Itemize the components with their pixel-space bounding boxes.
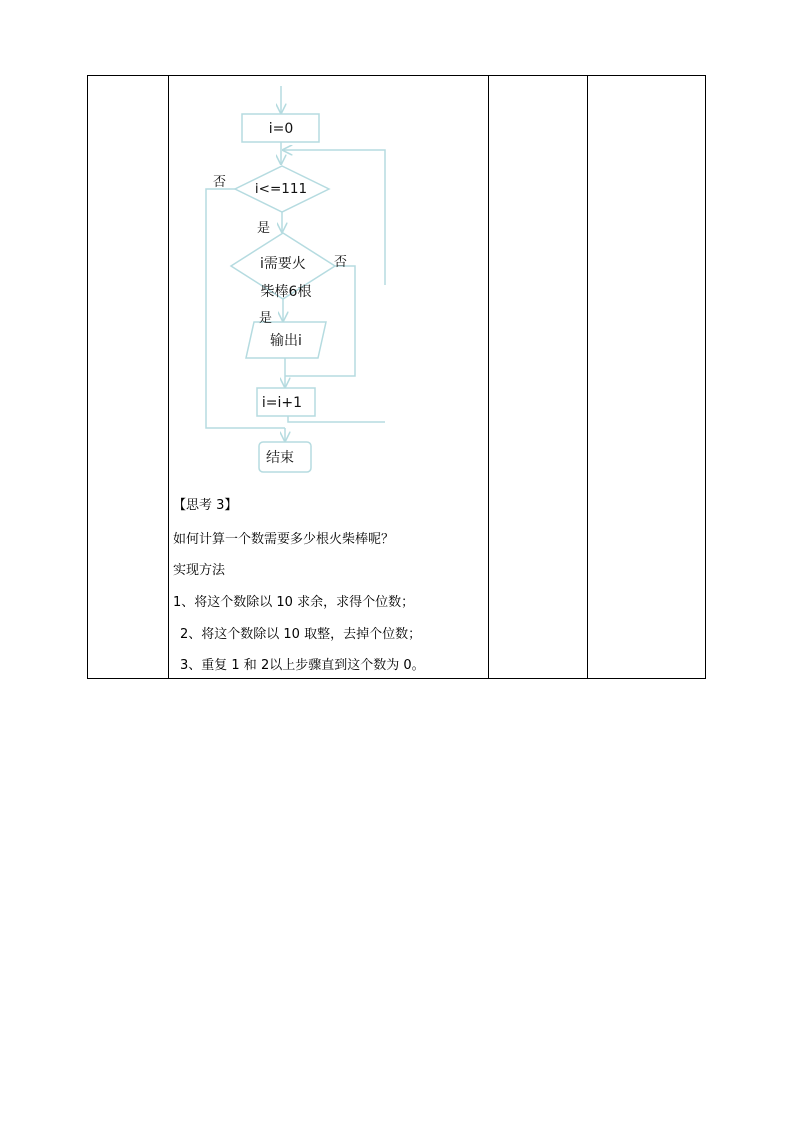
condition-no-label: 否 <box>213 175 227 190</box>
section-heading: 【思考 3】 <box>173 498 238 513</box>
method-title: 实现方法 <box>173 563 226 578</box>
loop-return-line <box>288 416 385 422</box>
decision-label-line1: i需要火 <box>260 256 306 272</box>
init-label: i=0 <box>268 121 294 137</box>
step-2: 2、将这个数除以 10 取整，去掉个位数； <box>180 627 422 642</box>
decision-no-line <box>285 266 355 376</box>
end-label: 结束 <box>266 450 294 466</box>
step-3: 3、重复 1 和 2以上步骤直到这个数为 0。 <box>180 658 425 673</box>
decision-yes-label: 是 <box>259 311 273 326</box>
step-1: 1、将这个数除以 10 求余，求得个位数； <box>173 595 415 610</box>
decision-no-label: 否 <box>334 255 348 270</box>
question-text: 如何计算一个数需要多少根火柴棒呢？ <box>173 532 395 547</box>
decision-label-line2: 柴棒6根 <box>260 284 312 300</box>
condition-label: i<=111 <box>254 181 308 197</box>
condition-yes-label: 是 <box>257 221 271 236</box>
output-label: 输出i <box>270 333 302 349</box>
increment-label: i=i+1 <box>261 395 303 411</box>
exit-line <box>206 189 285 428</box>
flowchart <box>0 0 794 500</box>
